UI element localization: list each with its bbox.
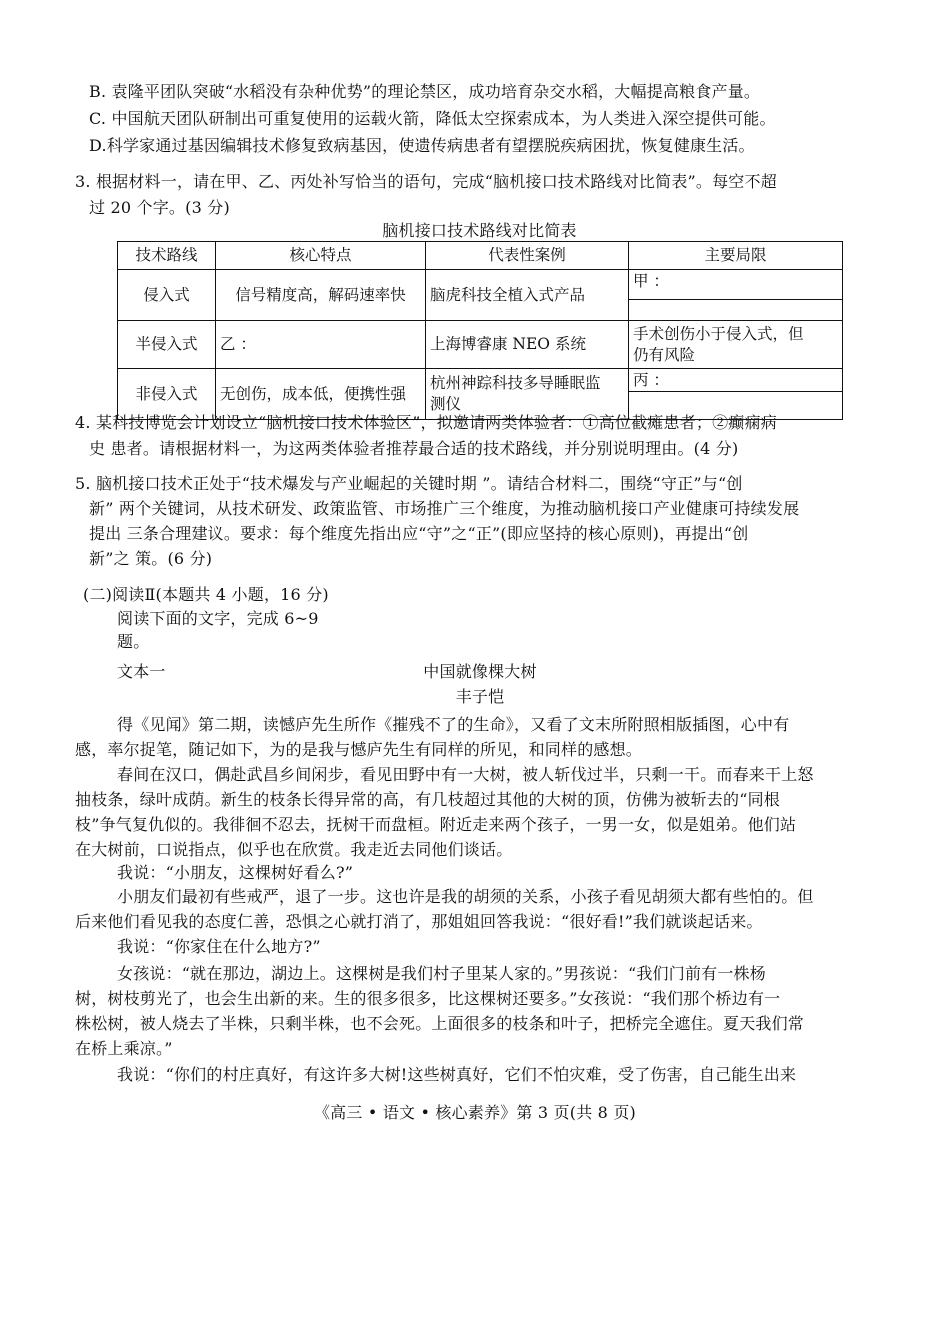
comparison-table	[117, 241, 843, 420]
paragraph-line: 株松树，被人烧去了半株，只剩半株，也不会死。上面很多的枝条和叶子，把桥完全遮住。夏天我们常	[75, 1014, 805, 1033]
paragraph-line: 小朋友们最初有些戒严，退了一步。这也许是我的胡须的关系，小孩子看见胡须大都有些怕的。但	[117, 887, 814, 906]
cell-case: 脑虎科技全植入式产品	[426, 270, 629, 321]
paragraph-line: 抽枝条，绿叶成荫。新生的枝条长得异常的高，有几枝超过其他的大树的顶，仿佛为被斩去的“同根	[75, 790, 780, 809]
option-b: B. 袁隆平团队突破“水稻没有杂种优势”的理论禁区，成功培育杂交水稻，大幅提高粮食产量。	[89, 82, 761, 101]
blank-jia: 甲 ：	[629, 270, 842, 300]
paragraph-line: 后来他们看见我的态度仁善，恐惧之心就打消了，那姐姐回答我说：“很好看!”我们就谈起话来。	[75, 912, 763, 931]
table-row	[118, 270, 843, 321]
cell-case-line2: 测仪	[430, 395, 462, 413]
section-instruction-line1: 阅读下面的文字，完成 6~9	[117, 609, 319, 628]
section-heading: (二)阅读Ⅱ(本题共 4 小题，16 分)	[83, 585, 329, 604]
paragraph-line: 感，率尔捉笔，随记如下，为的是我与憾庐先生有同样的所见，和同样的感想。	[75, 740, 643, 759]
cell-route: 非侵入式	[118, 369, 216, 420]
paragraph-line: 我说：“你们的村庄真好，有这许多大树!这些树真好，它们不怕灾难，受了伤害，自己能生出来	[117, 1065, 797, 1084]
question-5-line3: 提出 三条合理建议。要求：每个维度先指出应“守”之“正”(即应坚持的核心原则)，再提出“创	[89, 524, 749, 543]
table-caption: 脑机接口技术路线对比简表	[382, 221, 577, 240]
question-4-line2: 史 患者。请根据材料一，为这两类体验者推荐最合适的技术路线，并分别说明理由。(4 分)	[89, 439, 739, 458]
question-5-line1: 5. 脑机接口技术正处于“技术爆发与产业崛起的关键时期 ”。请结合材料二，围绕“守正”与“创	[75, 474, 743, 493]
article-title: 中国就像棵大树	[423, 662, 537, 681]
blank-yi: 乙 ：	[216, 321, 426, 369]
paragraph-line: 枝”争气复仇似的。我徘徊不忍去，抚树干而盘桓。附近走来两个孩子，一男一女，似是姐弟。他们站	[75, 815, 797, 834]
question-5-line4: 新”之 策。(6 分)	[89, 549, 213, 568]
header-case: 代表性案例	[426, 242, 629, 270]
header-limit: 主要局限	[629, 242, 843, 270]
blank-bing: 丙 ：	[629, 369, 842, 392]
cell-case: 上海博睿康 NEO 系统	[426, 321, 629, 369]
table-header-row	[118, 242, 843, 270]
section-instruction-line2: 题。	[117, 632, 150, 651]
question-3-line1: 3. 根据材料一，请在甲、乙、丙处补写恰当的语句，完成“脑机接口技术路线对比简表”。每空不超	[75, 172, 777, 191]
text-label: 文本一	[117, 662, 166, 681]
paragraph-line: 我说：“你家住在什么地方?”	[117, 937, 321, 956]
paragraph-line: 在桥上乘凉。”	[75, 1039, 173, 1058]
cell-limit-line1: 手术创伤小于侵入式，但	[633, 324, 804, 343]
cell-route: 侵入式	[118, 270, 216, 321]
paragraph-line: 我说：“小朋友，这棵树好看么?”	[117, 863, 354, 882]
paragraph-line: 女孩说：“就在那边，湖边上。这棵树是我们村子里某人家的。”男孩说：“我们门前有一株杨	[117, 964, 766, 983]
cell-limit	[629, 321, 843, 369]
header-route: 技术路线	[118, 242, 216, 270]
option-c: C. 中国航天团队研制出可重复使用的运载火箭，降低太空探索成本，为人类进入深空提供可能。	[89, 109, 776, 128]
option-d: D.科学家通过基因编辑技术修复致病基因，使遗传病患者有望摆脱疾病困扰，恢复健康生活。	[89, 136, 755, 155]
header-feature: 核心特点	[216, 242, 426, 270]
question-3-line2: 过 20 个字。(3 分)	[89, 198, 230, 217]
paragraph-line: 春间在汉口，偶赴武昌乡间闲步，看见田野中有一大树，被人斩伐过半，只剩一干。而春来干上怒	[117, 765, 814, 784]
paragraph-line: 树，树枝剪光了，也会生出新的来。生的很多很多，比这棵树还要多。”女孩说：“我们那个桥边有一	[75, 989, 781, 1008]
table-row	[118, 321, 843, 369]
page-footer: 《高三 • 语文 • 核心素养》第 3 页(共 8 页)	[313, 1103, 636, 1122]
question-4-line1: 4. 某科技博览会计划设立“脑机接口技术体验区”，拟邀请两类体验者：①高位截瘫患者；②癫痫病	[75, 413, 777, 432]
paragraph-line: 在大树前，口说指点，似乎也在欣赏。我走近去同他们谈话。	[75, 840, 513, 859]
article-author: 丰子恺	[455, 687, 505, 706]
cell-feature: 无创伤，成本低，便携性强	[216, 369, 426, 420]
cell-route: 半侵入式	[118, 321, 216, 369]
cell-case-line1: 杭州神踪科技多导睡眠监	[430, 374, 601, 392]
cell-feature: 信号精度高，解码速率快	[216, 270, 426, 321]
paragraph-line: 得《见闻》第二期，读憾庐先生所作《摧残不了的生命》，又看了文末所附照相版插图，心中有	[117, 715, 790, 734]
question-5-line2: 新” 两个关键词，从技术研发、政策监管、市场推广三个维度，为推动脑机接口产业健康可持续发展	[89, 499, 800, 518]
cell-limit-line2: 仍有风险	[633, 345, 696, 364]
